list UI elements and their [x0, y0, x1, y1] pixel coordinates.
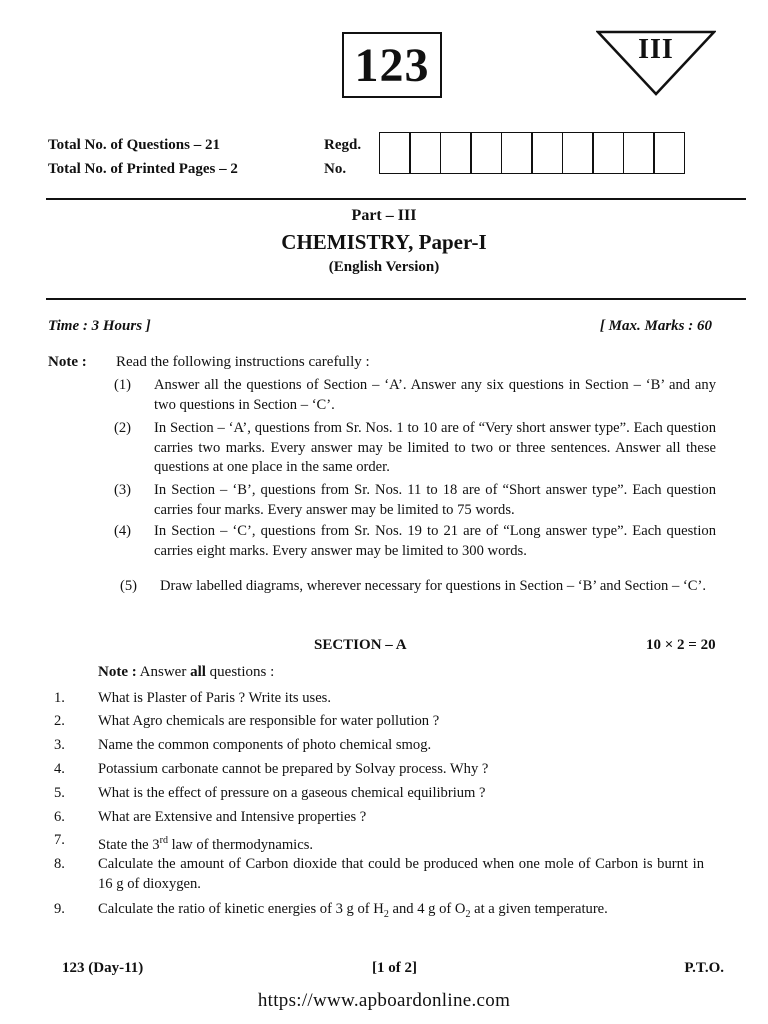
note-label: Note :	[48, 354, 87, 370]
instruction-text: Draw labelled diagrams, wherever necessary for questions in Section – ‘B’ and Section – ‘C’.	[160, 578, 707, 594]
question-text: State the 3rd law of thermodynamics.	[98, 835, 314, 853]
part-badge-label: III	[638, 34, 674, 65]
instruction-text: In Section – ‘A’, questions from Sr. Nos. 1 to 10 are of “Very short answer type”. Each question carries two marks. Every answer may be limited to two or three sentences. Answer all these questions at one place in the same order.	[154, 420, 716, 475]
instruction-text: In Section – ‘C’, questions from Sr. Nos. 19 to 21 are of “Long answer type”. Each question carries eight marks. Every answer may be limited to 300 words.	[154, 523, 716, 559]
regd-label-line2: No.	[324, 161, 347, 177]
question-item	[54, 900, 704, 924]
divider-top	[46, 198, 746, 200]
question-text: What is the effect of pressure on a gaseous chemical equilibrium ?	[98, 785, 486, 801]
max-marks: [ Max. Marks : 60	[599, 318, 712, 334]
question-number: 5.	[54, 785, 65, 801]
section-a-note: Note : Answer all questions :	[98, 664, 275, 680]
question-text: Calculate the ratio of kinetic energies of 3 g of $H_2$ and 4 g of $O_2$ at a given temperature.	[98, 901, 608, 920]
regd-digit-box[interactable]	[592, 132, 624, 174]
regd-digit-box[interactable]	[379, 132, 411, 174]
note-intro: Read the following instructions carefully :	[116, 354, 370, 370]
question-text: What is Plaster of Paris ? Write its uses.	[98, 690, 332, 706]
footer-paper-code: 123 (Day-11)	[62, 960, 144, 976]
section-a-title: SECTION – A	[314, 637, 407, 653]
question-item	[54, 736, 704, 756]
regd-number-boxes[interactable]	[380, 132, 685, 174]
instruction-number: (1)	[114, 377, 132, 393]
regd-digit-box[interactable]	[440, 132, 472, 174]
footer-pto: P.T.O.	[684, 960, 724, 976]
question-number: 2.	[54, 713, 65, 729]
question-number: 3.	[54, 737, 65, 753]
instruction-item	[114, 481, 716, 520]
time-allowed: Time : 3 Hours ]	[48, 318, 151, 334]
instruction-item	[114, 522, 716, 561]
regd-label-line1: Regd.	[324, 137, 362, 153]
question-text: What Agro chemicals are responsible for water pollution ?	[98, 713, 440, 729]
regd-label	[324, 133, 361, 181]
regd-digit-box[interactable]	[562, 132, 594, 174]
question-number: 4.	[54, 761, 65, 777]
question-number: 1.	[54, 690, 65, 706]
divider-title	[46, 298, 746, 300]
regd-digit-box[interactable]	[501, 132, 533, 174]
footer-page-number: [1 of 2]	[372, 960, 417, 976]
subject-title: CHEMISTRY, Paper-I	[281, 230, 487, 254]
question-page-counts	[48, 133, 238, 181]
question-item	[54, 712, 704, 732]
question-number: 8.	[54, 856, 65, 872]
total-pages: Total No. of Printed Pages – 2	[48, 161, 238, 177]
question-text: What are Extensive and Intensive properties ?	[98, 809, 367, 825]
section-a-marks: 10 × 2 = 20	[646, 637, 716, 653]
question-item	[54, 855, 704, 894]
question-item	[54, 760, 704, 780]
regd-digit-box[interactable]	[531, 132, 563, 174]
regd-digit-box[interactable]	[409, 132, 441, 174]
part-label: Part – III	[351, 207, 417, 224]
question-number: 7.	[54, 832, 65, 848]
question-text: Calculate the amount of Carbon dioxide that could be produced when one mole of Carbon is burnt in 16 g of dioxygen.	[98, 856, 704, 892]
question-text: Name the common components of photo chemical smog.	[98, 737, 432, 753]
instruction-item	[114, 376, 716, 415]
question-item	[54, 808, 704, 828]
question-number: 9.	[54, 901, 65, 917]
paper-code-box	[342, 32, 442, 98]
instruction-item	[120, 577, 716, 597]
question-number: 6.	[54, 809, 65, 825]
regd-digit-box[interactable]	[470, 132, 502, 174]
regd-digit-box[interactable]	[623, 132, 655, 174]
instruction-item	[114, 419, 716, 478]
question-item	[54, 784, 704, 804]
instruction-text: In Section – ‘B’, questions from Sr. Nos. 11 to 18 are of “Short answer type”. Each question carries four marks. Every answer may be limited to 75 words.	[154, 482, 716, 518]
instruction-number: (4)	[114, 523, 132, 539]
instruction-number: (5)	[120, 578, 138, 594]
instruction-number: (2)	[114, 420, 132, 436]
instruction-text: Answer all the questions of Section – ‘A’. Answer any six questions in Section – ‘B’ and any two questions in Section – ‘C’.	[154, 377, 716, 413]
question-text: Potassium carbonate cannot be prepared by Solvay process. Why ?	[98, 761, 489, 777]
question-item	[54, 831, 704, 855]
regd-digit-box[interactable]	[653, 132, 685, 174]
total-questions: Total No. of Questions – 21	[48, 137, 220, 153]
footer-url[interactable]: https://www.apboardonline.com	[257, 990, 511, 1011]
instruction-number: (3)	[114, 482, 132, 498]
version-label: (English Version)	[328, 259, 440, 275]
question-item	[54, 689, 704, 709]
paper-code: 123	[354, 38, 430, 92]
